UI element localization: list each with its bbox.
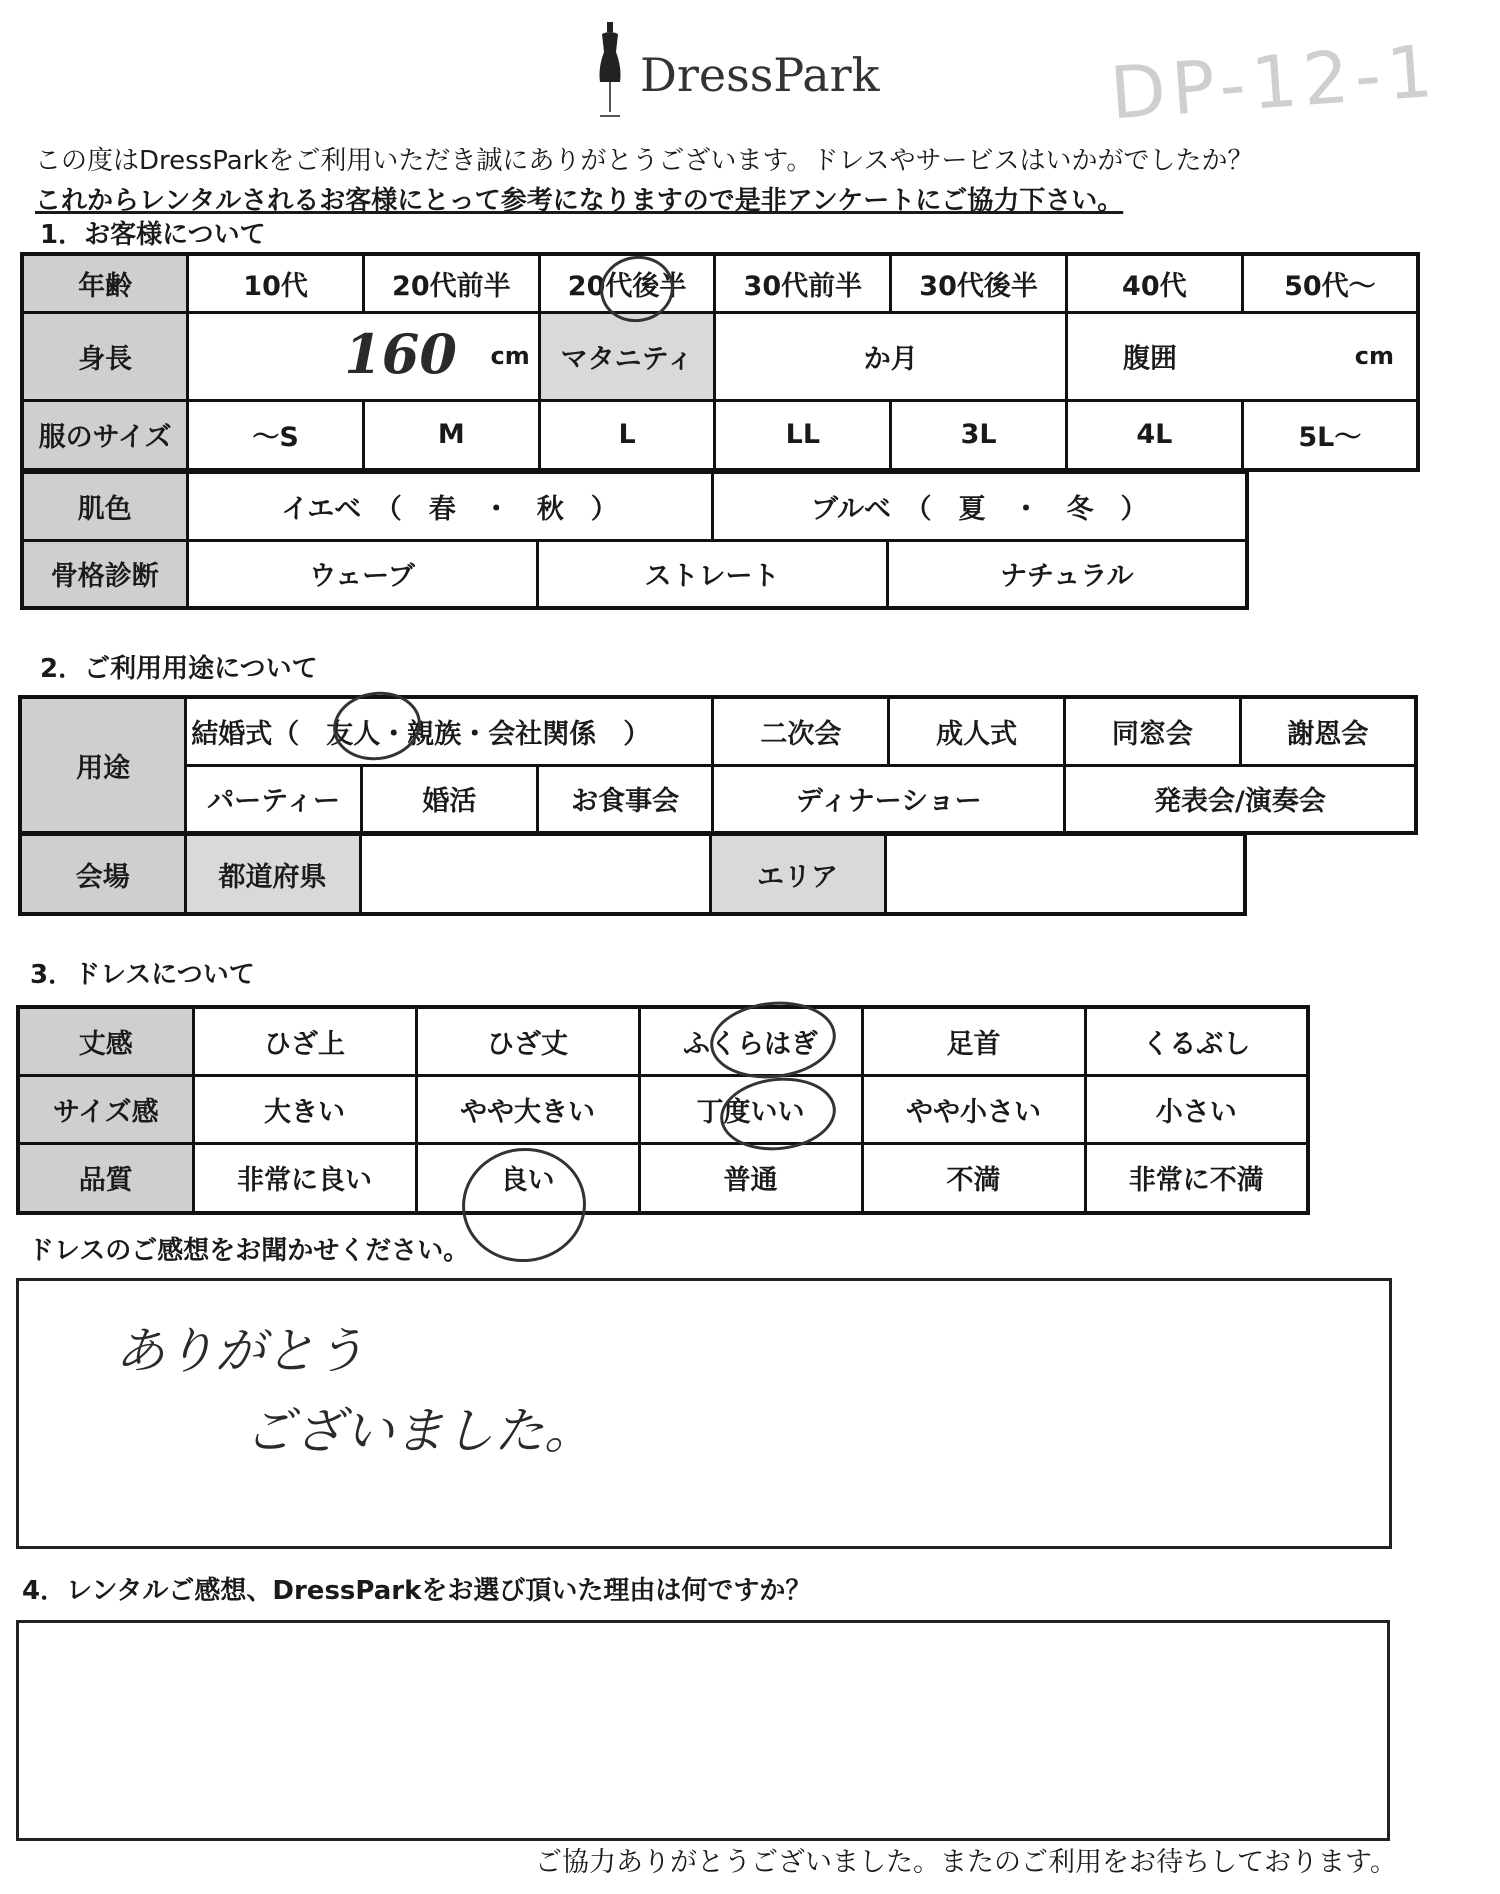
usage-row-1 <box>20 697 1416 765</box>
age-option[interactable]: 30代前半 <box>715 254 891 312</box>
use-option[interactable]: 婚活 <box>361 765 537 833</box>
use-option[interactable]: 発表会/演奏会 <box>1064 765 1416 833</box>
venue-table <box>18 832 1247 916</box>
use-option[interactable]: お食事会 <box>537 765 713 833</box>
quality-row <box>18 1143 1308 1213</box>
quality-label: 品質 <box>18 1143 193 1213</box>
quality-option[interactable]: 不満 <box>862 1143 1085 1213</box>
age-option[interactable]: 30代後半 <box>891 254 1067 312</box>
length-option[interactable]: ひざ上 <box>193 1007 416 1075</box>
size-option[interactable]: 3L <box>891 400 1067 470</box>
intro-line-1: この度はDressParkをご利用いただき誠にありがとうございます。ドレスやサービスはいかがでしたか？ <box>35 146 1254 176</box>
section-1-title: 1．お客様について <box>40 220 266 250</box>
use-label: 用途 <box>20 697 186 833</box>
height-value: 160 <box>344 321 457 386</box>
prefecture-label: 都道府県 <box>185 834 360 914</box>
frame-label: 骨格診断 <box>22 540 187 608</box>
dresspark-logo <box>590 20 880 125</box>
area-label: エリア <box>710 834 885 914</box>
fit-option[interactable]: やや大きい <box>416 1075 639 1143</box>
use-option[interactable]: 同窓会 <box>1064 697 1240 765</box>
wedding-option[interactable]: 結婚式（ 友人・親族・会社関係 ） <box>186 697 713 765</box>
size-label: 服のサイズ <box>22 400 188 470</box>
section-4-title: 4．レンタルご感想、DressParkをお選び頂いた理由は何ですか？ <box>22 1576 812 1606</box>
age-option[interactable]: 20代前半 <box>363 254 539 312</box>
comment-handwritten-line-2: ございました。 <box>244 1402 594 1460</box>
brand-name: DressPark <box>640 48 880 102</box>
quality-option[interactable]: 非常に良い <box>193 1143 416 1213</box>
usage-row-2 <box>20 765 1416 833</box>
maternity-label: マタニティ <box>539 312 715 400</box>
age-option[interactable]: 20代後半 <box>539 254 715 312</box>
size-option[interactable]: ～S <box>188 400 364 470</box>
months-label: か月 <box>863 343 918 375</box>
intro-line-2: これからレンタルされるお客様にとって参考になりますので是非アンケートにご協力下さい。 <box>35 186 1124 216</box>
length-option[interactable]: 足首 <box>862 1007 1085 1075</box>
comment-handwritten-line-1: ありがとう <box>115 1322 365 1380</box>
skin-row <box>22 472 1247 540</box>
quality-option[interactable]: 非常に不満 <box>1085 1143 1308 1213</box>
frame-row <box>22 540 1247 608</box>
age-row <box>22 254 1418 312</box>
use-option[interactable]: パーティー <box>186 765 362 833</box>
length-row <box>18 1007 1308 1075</box>
customer-info-table <box>20 252 1420 472</box>
fit-option[interactable]: 大きい <box>193 1075 416 1143</box>
prefecture-field[interactable] <box>360 834 710 914</box>
usage-table <box>18 695 1418 835</box>
height-label: 身長 <box>22 312 188 400</box>
comment-prompt: ドレスのご感想をお聞かせください。 <box>28 1236 470 1266</box>
frame-option[interactable]: ナチュラル <box>887 540 1247 608</box>
fit-option[interactable]: 小さい <box>1085 1075 1308 1143</box>
age-option[interactable]: 40代 <box>1066 254 1242 312</box>
use-option[interactable]: 二次会 <box>713 697 889 765</box>
height-unit: cm <box>490 342 530 370</box>
size-row <box>22 400 1418 470</box>
size-option[interactable]: L <box>539 400 715 470</box>
fit-label: サイズ感 <box>18 1075 193 1143</box>
length-option[interactable]: くるぶし <box>1085 1007 1308 1075</box>
reference-stamp: DP-12-1 <box>1107 28 1442 136</box>
fit-option[interactable]: やや小さい <box>862 1075 1085 1143</box>
dress-eval-table <box>16 1005 1310 1215</box>
use-option[interactable]: 謝恩会 <box>1240 697 1416 765</box>
rental-comment-box[interactable] <box>16 1620 1390 1841</box>
skin-label: 肌色 <box>22 472 187 540</box>
dress-comment-box[interactable] <box>16 1278 1392 1549</box>
maternity-months-field[interactable] <box>715 312 1067 400</box>
length-option[interactable]: ひざ丈 <box>416 1007 639 1075</box>
waist-unit: cm <box>1354 342 1394 370</box>
skin-frame-table <box>20 470 1249 610</box>
age-option[interactable]: 50代～ <box>1242 254 1418 312</box>
size-option[interactable]: 5L～ <box>1242 400 1418 470</box>
fit-row <box>18 1075 1308 1143</box>
quality-option[interactable]: 良い <box>416 1143 639 1213</box>
age-option[interactable]: 10代 <box>188 254 364 312</box>
section-3-title: 3．ドレスについて <box>30 960 255 990</box>
dress-form-icon <box>590 20 630 120</box>
use-option[interactable]: 成人式 <box>889 697 1065 765</box>
size-option[interactable]: 4L <box>1066 400 1242 470</box>
size-option[interactable]: LL <box>715 400 891 470</box>
venue-label: 会場 <box>20 834 185 914</box>
skin-blue-option[interactable]: ブルベ （ 夏 ・ 冬 ） <box>712 472 1247 540</box>
use-option[interactable]: ディナーショー <box>713 765 1065 833</box>
waist-field[interactable] <box>1066 312 1418 400</box>
height-row <box>22 312 1418 400</box>
frame-option[interactable]: ウェーブ <box>187 540 537 608</box>
fit-option[interactable]: 丁度いい <box>639 1075 862 1143</box>
section-2-title: 2．ご利用用途について <box>40 654 318 684</box>
frame-option[interactable]: ストレート <box>537 540 887 608</box>
quality-option[interactable]: 普通 <box>639 1143 862 1213</box>
length-option[interactable]: ふくらはぎ <box>639 1007 862 1075</box>
skin-yellow-option[interactable]: イエベ （ 春 ・ 秋 ） <box>187 472 712 540</box>
area-field[interactable] <box>885 834 1245 914</box>
waist-label: 腹囲 <box>1122 343 1177 375</box>
length-label: 丈感 <box>18 1007 193 1075</box>
venue-row <box>20 834 1245 914</box>
height-field[interactable] <box>188 312 540 400</box>
age-label: 年齢 <box>22 254 188 312</box>
footer-thanks: ご協力ありがとうございました。またのご利用をお待ちしております。 <box>535 1847 1397 1878</box>
size-option[interactable]: M <box>363 400 539 470</box>
